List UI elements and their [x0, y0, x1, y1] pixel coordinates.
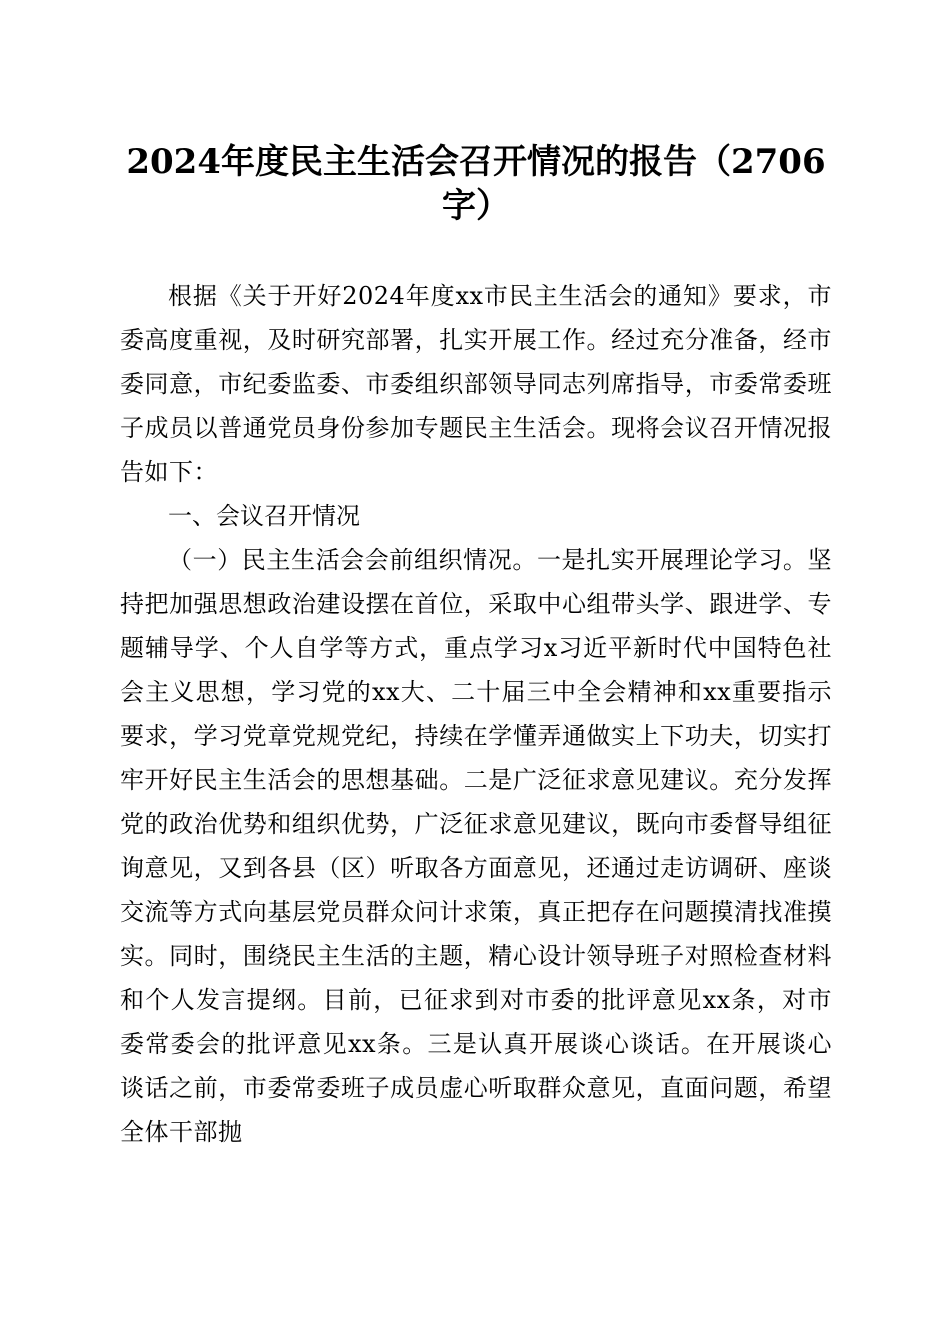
subsection-paragraph: [120, 538, 832, 1154]
intro-paragraph: 根据《关于开好2024年度xx市民主生活会的通知》要求，市委高度重视，及时研究部署，扎实开展工作。经过充分准备，经市委同意，市纪委监委、市委组织部领导同志列席指导，市委常委班子成员以普通党员身份参加专题民主生活会。现将会议召开情况报告如下：: [120, 282, 832, 486]
document-title: 2024年度民主生活会召开情况的报告（2706字）: [126, 142, 826, 226]
subsection-label: （一）民主生活会会前组织情况。: [168, 546, 537, 574]
subsection-body: 一是扎实开展理论学习。坚持把加强思想政治建设摆在首位，采取中心组带头学、跟进学、专题辅导学、个人自学等方式，重点学习x习近平新时代中国特色社会主义思想，学习党的xx大、二十届三中全会精神和xx重要指示要求，学习党章党规党纪，持续在学懂弄通做实上下功夫，切实打牢开好民主生活会的思想基础。二是广泛征求意见建议。充分发挥党的政治优势和组织优势，广泛征求意见建议，既向市委督导组征询意见，又到各县（区）听取各方面意见，还通过走访调研、座谈交流等方式向基层党员群众问计求策，真正把存在问题摸清找准摸实。同时，围绕民主生活的主题，精心设计领导班子对照检查材料和个人发言提纲。目前，已征求到对市委的批评意见xx条，对市委常委会的批评意见xx条。三是认真开展谈心谈话。在开展谈心谈话之前，市委常委班子成员虚心听取群众意见，直面问题，希望全体干部抛: [120, 546, 833, 1146]
section-heading: 一、会议召开情况: [168, 502, 360, 530]
document-page: [120, 140, 832, 1154]
